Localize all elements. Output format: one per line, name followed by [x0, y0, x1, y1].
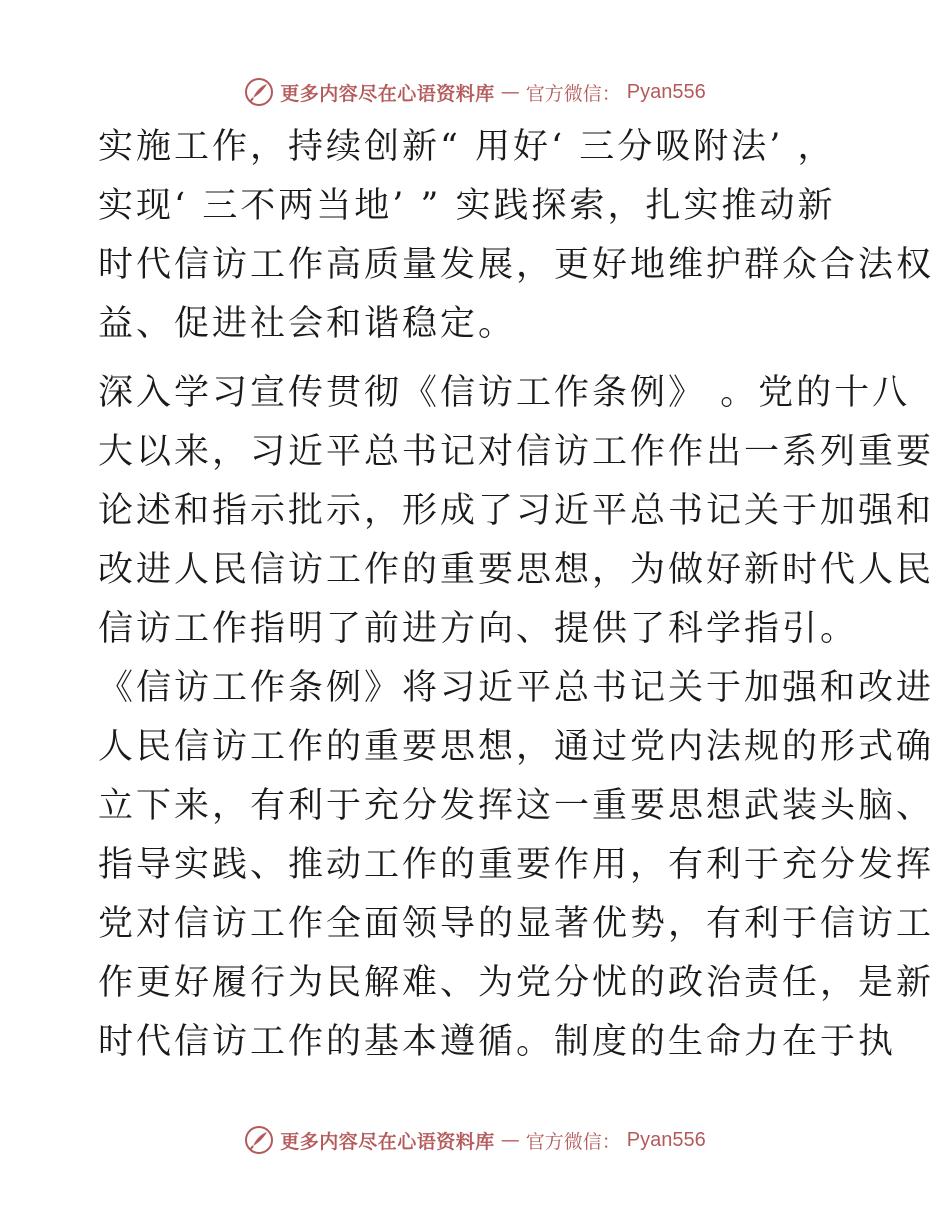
watermark-separator: — — [500, 81, 520, 103]
text-line: 作更好履行为民解难、为党分忧的政治责任，是新 — [98, 963, 935, 1003]
feather-pen-logo-icon — [244, 1125, 274, 1155]
text-line: 信访工作指明了前进方向、提供了科学指引。 — [98, 609, 859, 649]
text-line: 指导实践、推动工作的重要作用，有利于充分发挥 — [98, 845, 935, 885]
text-line: 党对信访工作全面领导的显著优势，有利于信访工 — [98, 904, 935, 944]
feather-pen-logo-icon — [244, 77, 274, 107]
text-line: 深入学习宣传贯彻《信访工作条例》 。党的十八 — [98, 373, 911, 413]
watermark-wechat-label: 官方微信： — [525, 82, 621, 105]
text-line: 《信访工作条例》将习近平总书记关于加强和改进 — [98, 668, 935, 708]
text-line: 实施工作，持续创新“ 用好‘ 三分吸附法’ ， — [98, 127, 836, 167]
text-line: 益、促进社会和谐稳定。 — [98, 304, 517, 344]
watermark-brand: 更多内容尽在心语资料库 — [280, 82, 495, 105]
text-line: 论述和指示批示，形成了习近平总书记关于加强和 — [98, 491, 935, 531]
watermark-wechat-label: 官方微信： — [525, 1130, 621, 1153]
paragraph-1 — [98, 118, 935, 354]
text-line: 大以来，习近平总书记对信访工作作出一系列重要 — [98, 432, 935, 472]
header-watermark — [0, 72, 950, 112]
text-line: 时代信访工作高质量发展，更好地维护群众合法权 — [98, 245, 935, 285]
text-line: 立下来，有利于充分发挥这一重要思想武装头脑、 — [98, 786, 935, 826]
text-line: 改进人民信访工作的重要思想，为做好新时代人民 — [98, 550, 935, 590]
text-line: 实现‘ 三不两当地’ ” 实践探索，扎实推动新 — [98, 186, 836, 226]
watermark-wechat-id: Pyan556 — [626, 80, 706, 103]
watermark-separator: — — [500, 1129, 520, 1151]
document-body — [98, 118, 935, 1072]
text-line: 人民信访工作的重要思想，通过党内法规的形式确 — [98, 727, 935, 767]
paragraph-2 — [98, 364, 935, 1072]
watermark-brand: 更多内容尽在心语资料库 — [280, 1130, 495, 1153]
paragraph-gap — [98, 354, 858, 364]
footer-watermark — [0, 1120, 950, 1160]
watermark-wechat-id: Pyan556 — [626, 1128, 706, 1151]
text-line: 时代信访工作的基本遵循。制度的生命力在于执 — [98, 1022, 897, 1062]
